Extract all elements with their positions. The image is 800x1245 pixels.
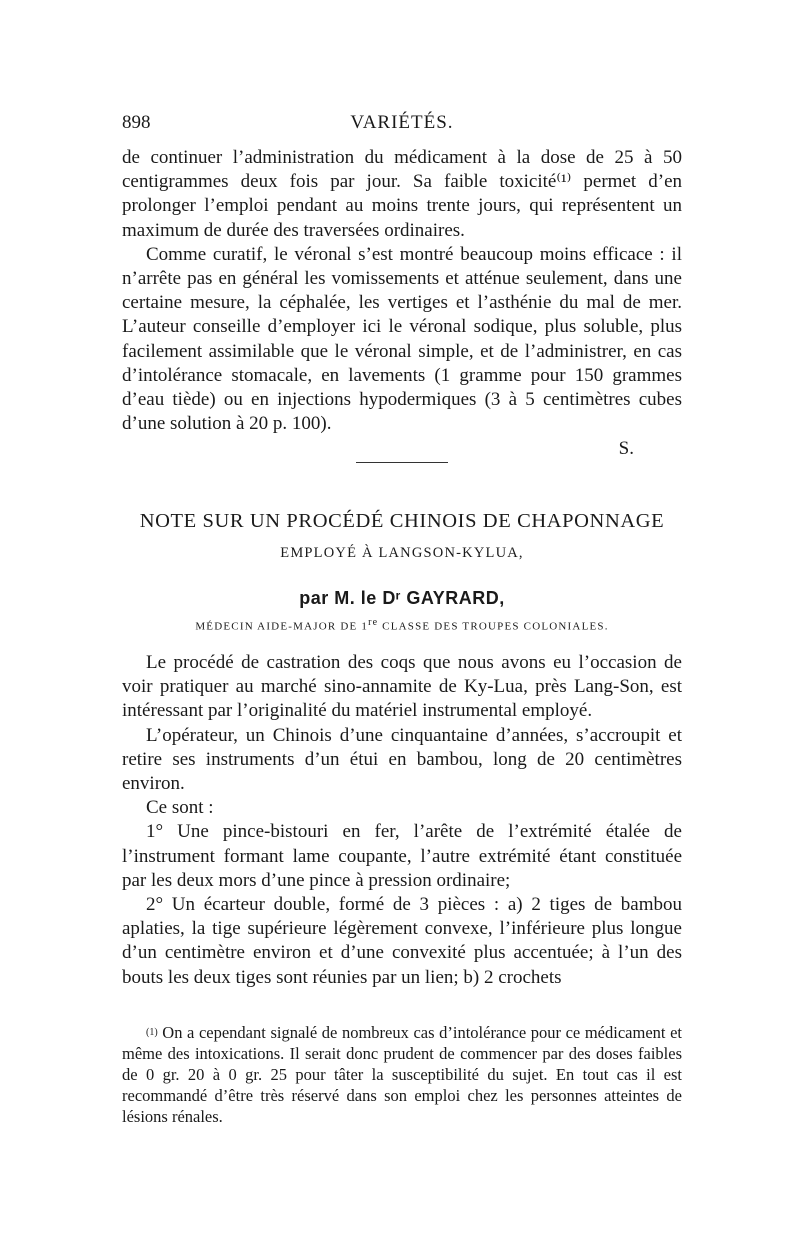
- signature: S.: [618, 438, 634, 459]
- footnote-text: On a cependant signalé de nombreux cas d’intolérance pour ce médicament et même des intoxications. Il serait donc prudent de commencer par des doses faibles de 0 gr. 20 à 0 gr. 25 pour tâter la susceptibilité du sujet. En tout cas il est recommandé d’être très réservé dans son emploi chez les personnes atteintes de lésions rénales.: [122, 1023, 682, 1126]
- paragraph: de continuer l’administration du médicament à la dose de 25 à 50 centigrammes deux fois par jour. Sa faible toxicité⁽¹⁾ permet d’en prolonger l’emploi pendant au moins trente jours, qui représentent un maximum de durée des traversées ordinaires.: [122, 147, 682, 241]
- footnote-marker: (1): [146, 1027, 158, 1038]
- footnote: [122, 1022, 682, 1127]
- section-divider: [356, 462, 448, 463]
- previous-article-body: [122, 146, 682, 436]
- paragraph: L’opérateur, un Chinois d’une cinquantaine d’années, s’accroupit et retire ses instruments d’un étui en bambou, long de 20 centimètres environ.: [122, 724, 682, 795]
- page-number: 898: [122, 112, 151, 133]
- article-subtitle: EMPLOYÉ À LANGSON-KYLUA,: [280, 545, 524, 561]
- article-author: par M. le Dʳ GAYRARD,: [299, 588, 505, 608]
- paragraph: Ce sont :: [146, 797, 214, 819]
- running-title: VARIÉTÉS.: [350, 112, 454, 133]
- paragraph: Comme curatif, le véronal s’est montré beaucoup moins efficace : il n’arrête pas en général les vomissements et atténue seulement, dans une certaine mesure, la céphalée, les vertiges et l’asthénie du mal de mer. L’auteur conseille d’employer ici le véronal sodique, plus soluble, plus facilement assimilable que le véronal simple, et de l’administrer, en cas d’intolérance stomacale, en lavements (1 gramme pour 150 grammes d’eau tiède) ou en injections hypodermiques (3 à 5 centimètres cubes d’une solution à 20 p. 100).: [122, 243, 682, 435]
- running-header: [122, 112, 682, 140]
- paragraph: 1° Une pince-bistouri en fer, l’arête de l’extrémité étalée de l’instrument formant lame coupante, l’autre extrémité étant constituée par les deux mors d’une pince à pression ordinaire;: [122, 821, 682, 891]
- paragraph: Le procédé de castration des coqs que nous avons eu l’occasion de voir pratiquer au marché sino-annamite de Ky-Lua, près Lang-Son, est intéressant par l’originalité du matériel instrumental employé.: [122, 652, 682, 722]
- article-title: NOTE SUR UN PROCÉDÉ CHINOIS DE CHAPONNAGE: [139, 510, 665, 532]
- article-body: [122, 651, 682, 990]
- author-rank: MÉDECIN AIDE-MAJOR DE 1re CLASSE DES TROUPES COLONIALES.: [195, 617, 609, 633]
- paragraph: 2° Un écarteur double, formé de 3 pièces : a) 2 tiges de bambou aplaties, la tige supérieure légèrement convexe, l’inférieure plus longue d’un centimètre environ et d’une convexité plus accentuée; à l’un des bouts les deux tiges sont réunies par un lien; b) 2 crochets: [122, 894, 682, 988]
